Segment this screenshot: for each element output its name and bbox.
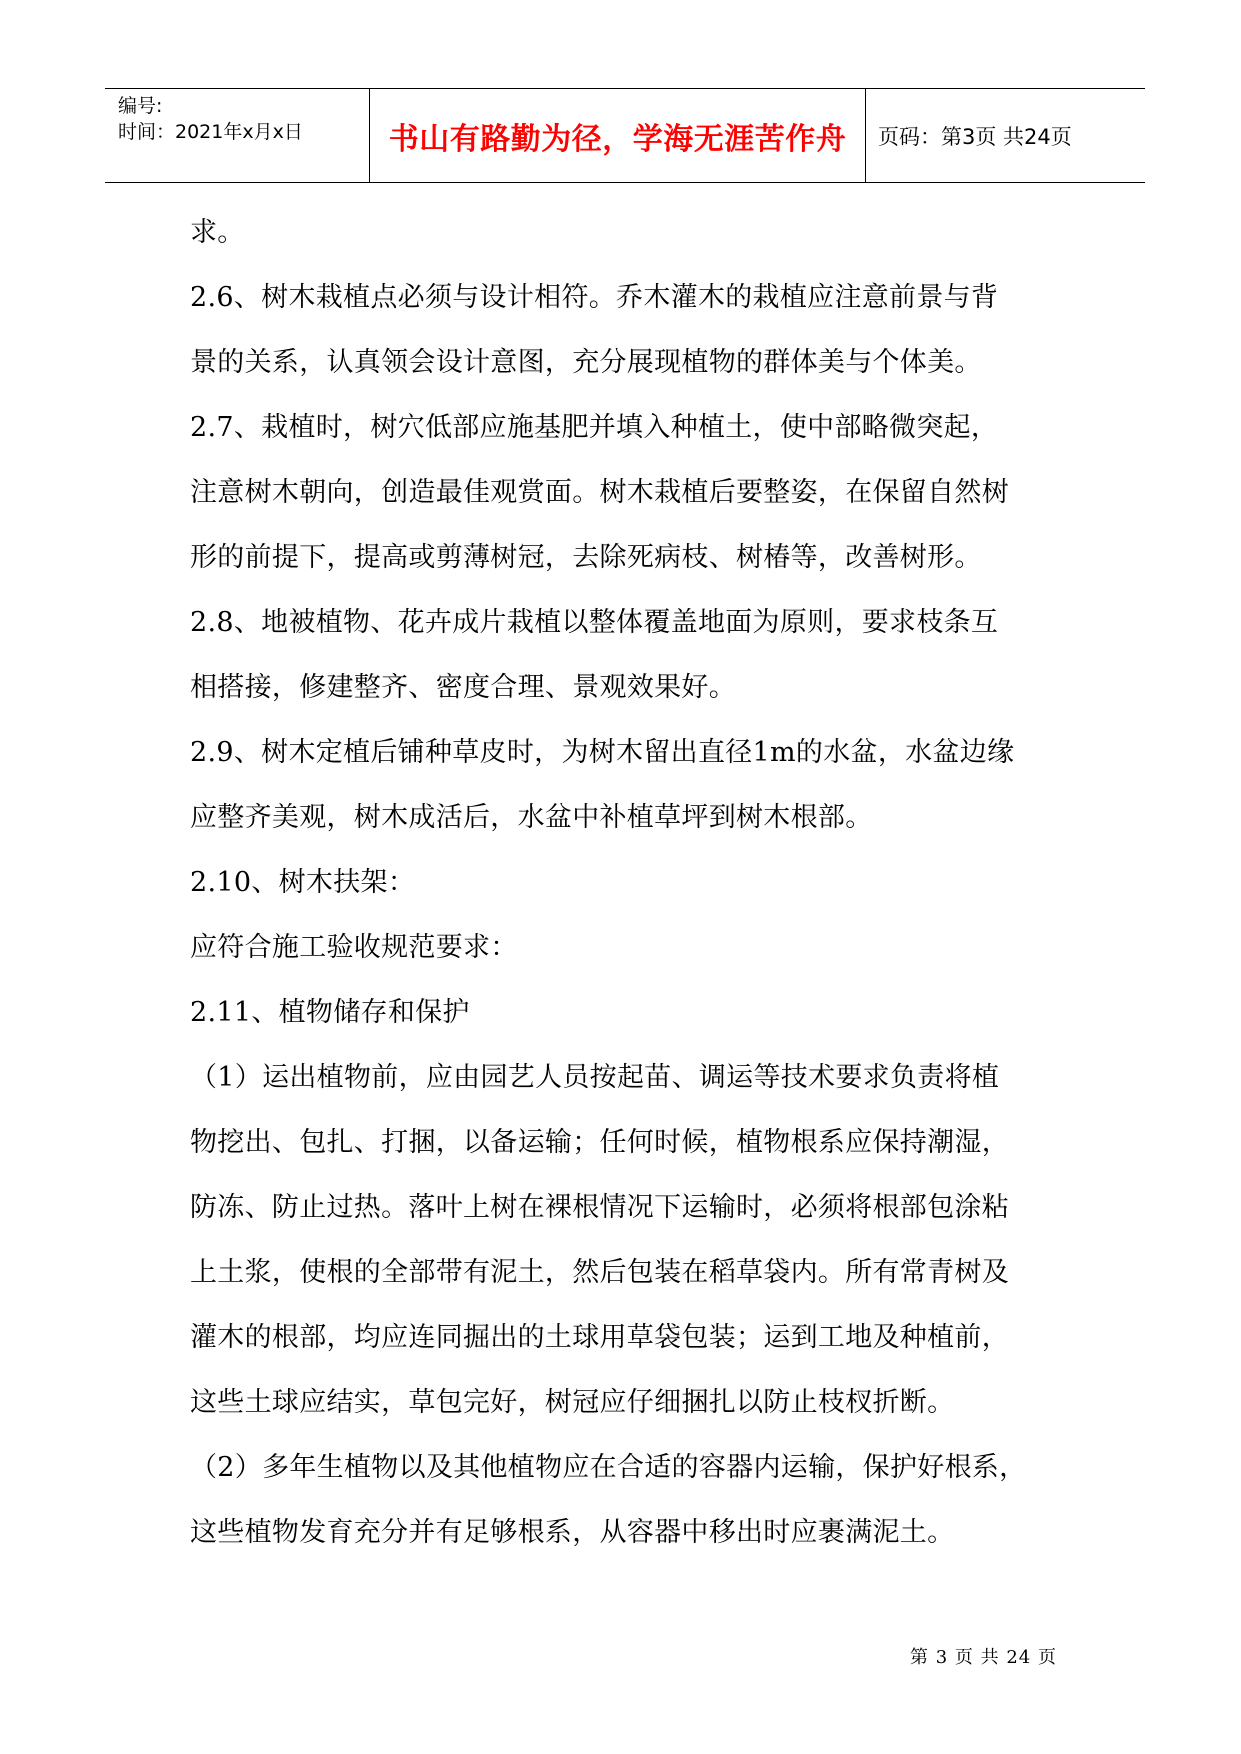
body-line: 2.10、树木扶架： <box>190 867 416 898</box>
body-line: 防冻、防止过热。落叶上树在裸根情况下运输时，必须将根部包涂粘 <box>190 1192 1009 1223</box>
body-line: 2.6、树木栽植点必须与设计相符。乔木灌木的栽植应注意前景与背 <box>190 282 999 313</box>
body-line: 这些土球应结实，草包完好，树冠应仔细捆扎以防止枝杈折断。 <box>190 1387 955 1418</box>
body-line: 相搭接，修建整齐、密度合理、景观效果好。 <box>190 672 736 703</box>
body-line: 应符合施工验收规范要求： <box>190 932 518 963</box>
body-line: 2.9、树木定植后铺种草皮时，为树木留出直径1m的水盆，水盆边缘 <box>190 737 1015 768</box>
body-line: 形的前提下，提高或剪薄树冠，去除死病枝、树椿等，改善树形。 <box>190 542 982 573</box>
page-header <box>105 88 1145 183</box>
body-line: 应整齐美观，树木成活后，水盆中补植草坪到树木根部。 <box>190 802 873 833</box>
body-line: 景的关系，认真领会设计意图，充分展现植物的群体美与个体美。 <box>190 347 982 378</box>
body-line: （1）运出植物前，应由园艺人员按起苗、调运等技术要求负责将植 <box>190 1062 1000 1093</box>
body-line: 灌木的根部，均应连同掘出的土球用草袋包装；运到工地及种植前， <box>190 1322 1009 1353</box>
body-line: （2）多年生植物以及其他植物应在合适的容器内运输，保护好根系， <box>190 1452 1027 1483</box>
body-line: 注意树木朝向，创造最佳观赏面。树木栽植后要整姿，在保留自然树 <box>190 477 1009 508</box>
body-line: 求。 <box>190 217 245 248</box>
page-footer: 第 3 页 共 24 页 <box>910 1647 1057 1668</box>
body-line: 这些植物发育充分并有足够根系，从容器中移出时应裹满泥土。 <box>190 1517 955 1548</box>
header-motto: 书山有路勤为径，学海无涯苦作舟 <box>370 89 866 182</box>
body-line: 上土浆，使根的全部带有泥土，然后包装在稻草袋内。所有常青树及 <box>190 1257 1009 1288</box>
document-body <box>190 215 1070 1580</box>
header-page-code: 页码：第3页 共24页 <box>878 124 1072 149</box>
body-line: 2.7、栽植时，树穴低部应施基肥并填入种植土，使中部略微突起， <box>190 412 999 443</box>
date-label: 时间：2021年x月x日 <box>118 121 303 143</box>
body-line: 2.11、植物储存和保护 <box>190 997 470 1028</box>
serial-number-label: 编号: <box>118 95 163 117</box>
body-line: 物挖出、包扎、打捆，以备运输；任何时候，植物根系应保持潮湿， <box>190 1127 1009 1158</box>
header-meta <box>105 89 370 182</box>
body-line: 2.8、地被植物、花卉成片栽植以整体覆盖地面为原则，要求枝条互 <box>190 607 999 638</box>
